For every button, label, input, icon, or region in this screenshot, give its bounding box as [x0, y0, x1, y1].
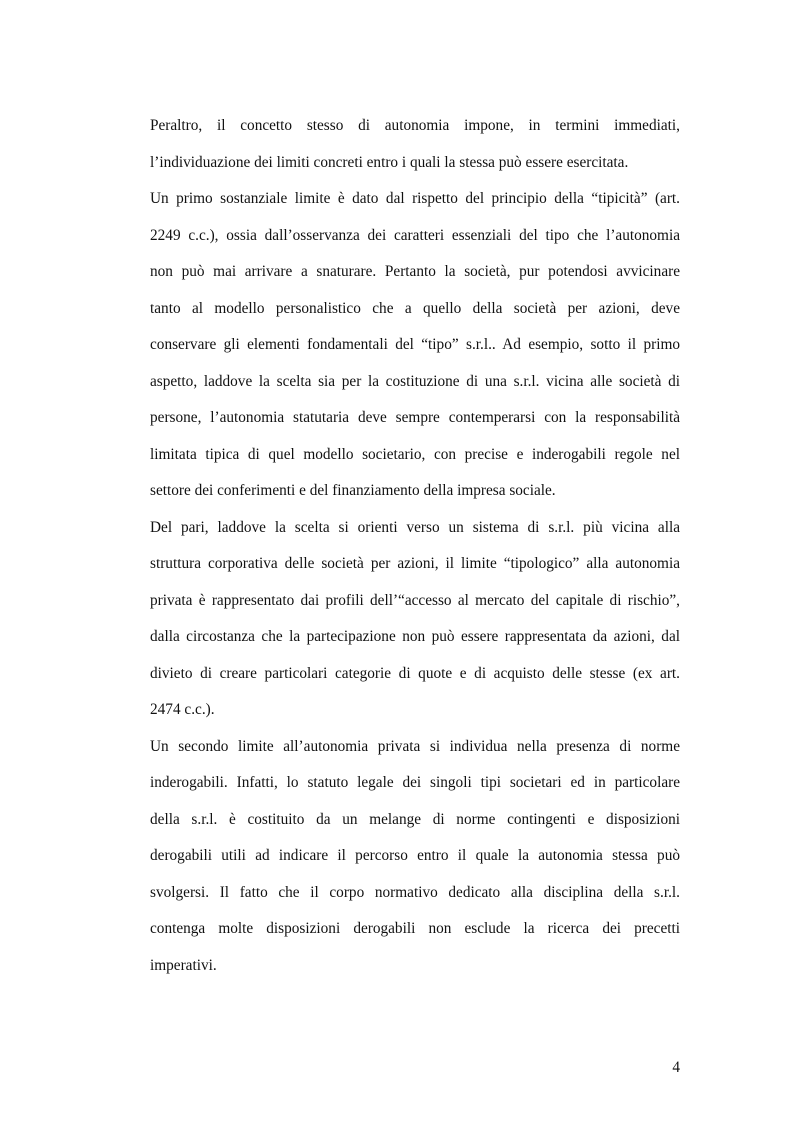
text-line: l’individuazione dei limiti concreti entro i quali la stessa può essere esercitata. — [150, 153, 629, 171]
document-page — [150, 108, 680, 984]
text-line: divieto di creare particolari categorie di quote e di acquisto delle stesse (ex art. — [150, 664, 680, 682]
text-line: non può mai arrivare a snaturare. Pertanto la società, pur potendosi avvicinare — [150, 263, 680, 280]
page-number: 4 — [672, 1059, 680, 1076]
text-line: privata è rappresentato dai profili dell’“accesso al mercato del capitale di rischio”, — [150, 591, 680, 609]
text-line: conservare gli elementi fondamentali del “tipo” s.r.l.. Ad esempio, sotto il primo — [150, 336, 680, 353]
text-line: settore dei conferimenti e del finanziamento della impresa sociale. — [150, 482, 556, 499]
text-line: aspetto, laddove la scelta sia per la costituzione di una s.r.l. vicina alle società di — [150, 372, 680, 390]
text-line: contenga molte disposizioni derogabili non esclude la ricerca dei precetti — [150, 920, 680, 937]
text-line: 2249 c.c.), ossia dall’osservanza dei caratteri essenziali del tipo che l’autonomia — [150, 226, 680, 244]
text-line: struttura corporativa delle società per azioni, il limite “tipologico” alla autonomia — [150, 555, 680, 572]
text-line: derogabili utili ad indicare il percorso entro il quale la autonomia stessa può — [150, 847, 680, 864]
text-line: Un primo sostanziale limite è dato dal rispetto del principio della “tipicità” (art. — [150, 190, 680, 207]
text-line: persone, l’autonomia statutaria deve sempre contemperarsi con la responsabilità — [150, 409, 680, 426]
text-line: della s.r.l. è costituito da un melange di norme contingenti e disposizioni — [150, 810, 680, 828]
text-line: Peraltro, il concetto stesso di autonomia impone, in termini immediati, — [150, 117, 680, 134]
text-line: limitata tipica di quel modello societario, con precise e inderogabili regole nel — [150, 445, 680, 463]
text-line: Del pari, laddove la scelta si orienti verso un sistema di s.r.l. più vicina alla — [150, 518, 680, 536]
text-line: imperativi. — [150, 956, 217, 974]
text-line: 2474 c.c.). — [150, 701, 215, 718]
text-line: dalla circostanza che la partecipazione non può essere rappresentata da azioni, dal — [150, 628, 680, 645]
text-line: inderogabili. Infatti, lo statuto legale dei singoli tipi societari ed in particolare — [150, 774, 680, 791]
text-line: svolgersi. Il fatto che il corpo normativo dedicato alla disciplina della s.r.l. — [150, 883, 680, 901]
text-line: tanto al modello personalistico che a quello della società per azioni, deve — [150, 299, 680, 317]
text-line: Un secondo limite all’autonomia privata si individua nella presenza di norme — [150, 737, 680, 755]
